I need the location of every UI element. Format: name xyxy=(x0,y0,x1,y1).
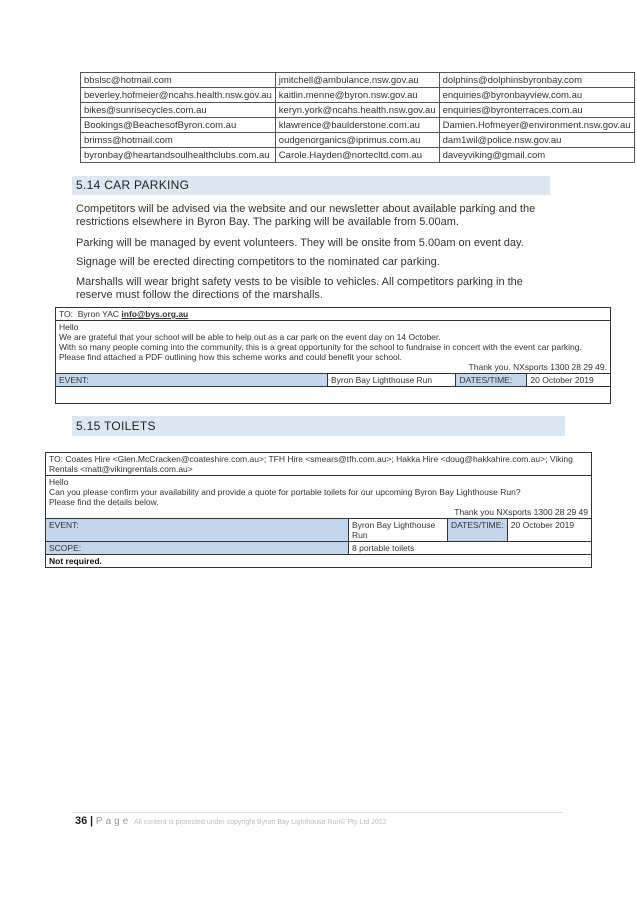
table-row xyxy=(81,88,635,103)
footer xyxy=(75,815,387,827)
email-cell: dolphins@dolphinsbyronbay.com xyxy=(439,73,634,88)
event-label: EVENT: xyxy=(56,374,328,387)
email-cell: jmitchell@ambulance.nsw.gov.au xyxy=(275,73,439,88)
note: Not required. xyxy=(46,555,592,568)
body-line: We are grateful that your school will be able to help out as a car park on the event day on 14 October. xyxy=(59,332,441,342)
body-line: With so many people coming into the community, this is a great opportunity for the school to fundraise in concert with the event car parking. xyxy=(59,342,582,352)
email-cell: Damien.Hofmeyer@environment.nsw.gov.au xyxy=(439,118,634,133)
email-toilets xyxy=(45,452,592,568)
dates-label: DATES/TIME: xyxy=(456,374,527,387)
scope-value: 8 portable toilets xyxy=(349,542,592,555)
separator: | xyxy=(90,815,94,827)
scope-label: SCOPE: xyxy=(46,542,349,555)
page-word: Page xyxy=(95,816,132,827)
paragraph: Competitors will be advised via the website and our newsletter about available parking and the restrictions elsewhere in Byron Bay. The parking will be available from 5.00am. xyxy=(76,203,536,228)
to-label: TO: xyxy=(59,309,74,319)
event-value: Byron Bay Lighthouse Run xyxy=(328,374,456,387)
paragraph: Signage will be erected directing competitors to the nominated car parking. xyxy=(76,256,440,268)
section-heading-toilets: 5.15 TOILETS xyxy=(72,416,565,436)
email-cell: daveyviking@gmail.com xyxy=(439,148,634,163)
dates-label: DATES/TIME: xyxy=(448,519,508,542)
body-line: Hello xyxy=(49,477,69,487)
to-name: Byron YAC xyxy=(77,309,120,319)
paragraph: Marshalls will wear bright safety vests to be visible to vehicles. All competitors parking in the reserve must follow the directions of the marshalls. xyxy=(76,276,523,301)
email-car-parking xyxy=(55,307,611,404)
signoff: Thank you NXsports 1300 28 29 49 xyxy=(454,507,588,517)
email-cell: beverley.hofmeier@ncahs.health.nsw.gov.au xyxy=(81,88,276,103)
table-row xyxy=(81,103,635,118)
table-row xyxy=(81,148,635,163)
to-email-link[interactable]: info@bys.org.au xyxy=(121,309,189,319)
date-value: 20 October 2019 xyxy=(507,519,591,542)
email-cell: enquiries@byronbayview.com.au xyxy=(439,88,634,103)
email-cell: Bookings@BeachesofByron.com.au xyxy=(81,118,276,133)
section-heading-car-parking: 5.14 CAR PARKING xyxy=(72,176,550,195)
email-cell: keryn.york@ncahs.health.nsw.gov.au xyxy=(275,103,439,118)
to-line: TO: Coates Hire <Glen.McCracken@coateshire.com.au>; TFH Hire <smears@tfh.com.au>; Hakka Hire <doug@hakkahire.com.au>; Viking Rentals <matt@vikingrentals.com.au> xyxy=(46,453,592,476)
email-cell: oudgenorganics@iprimus.com.au xyxy=(275,133,439,148)
paragraph: Parking will be managed by event volunteers. They will be onsite from 5.00am on event day. xyxy=(76,237,524,249)
page-number: 36 xyxy=(75,815,88,827)
copyright: All content is protected under copyright Byron Bay Lighthouse Run© Pty Ltd 2012 xyxy=(134,819,387,826)
email-cell: bikes@sunrisecycles.com.au xyxy=(81,103,276,118)
body-line: Can you please confirm your availability and provide a quote for portable toilets for our upcoming Byron Bay Lighthouse Run? xyxy=(49,487,521,497)
signoff: Thank you. NXsports 1300 28 29 49. xyxy=(468,362,607,372)
email-cell: Carole.Hayden@nortecltd.com.au xyxy=(275,148,439,163)
body-line: Please find attached a PDF outlining how this scheme works and could benefit your school. xyxy=(59,352,403,362)
email-cell: bbslsc@hotmail.com xyxy=(81,73,276,88)
contacts-table xyxy=(80,72,635,163)
email-cell: enquiries@byronterraces.com.au xyxy=(439,103,634,118)
event-label: EVENT: xyxy=(46,519,349,542)
email-cell: klawrence@baulderstone.com.au xyxy=(275,118,439,133)
email-cell: brimss@hotmail.com xyxy=(81,133,276,148)
date-value: 20 October 2019 xyxy=(527,374,611,387)
table-row xyxy=(81,118,635,133)
event-value: Byron Bay Lighthouse Run xyxy=(349,519,448,542)
body-line: Please find the details below. xyxy=(49,497,159,507)
email-cell: kaitlin.menne@byron.nsw.gov.au xyxy=(275,88,439,103)
table-row xyxy=(81,133,635,148)
email-cell: dam1wil@police.nsw.gov.au xyxy=(439,133,634,148)
table-row xyxy=(81,73,635,88)
email-cell: byronbay@heartandsoulhealthclubs.com.au xyxy=(81,148,276,163)
body-line: Hello xyxy=(59,322,79,332)
footer-divider xyxy=(72,812,562,813)
